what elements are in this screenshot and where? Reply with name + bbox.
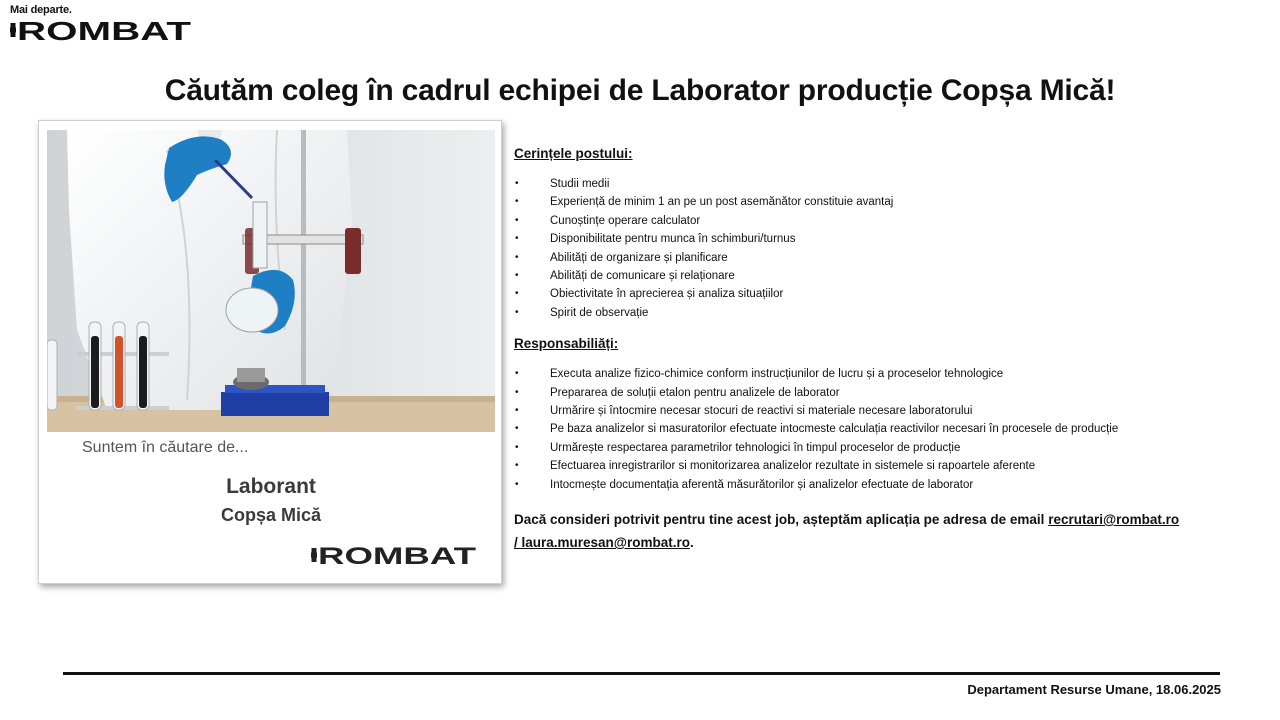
list-item: • Pe baza analizelor si masuratorilor efectuate intocmeste calculația reactivilor necesari în procesele de producție (514, 420, 1244, 438)
list-item: • Experiență de minim 1 an pe un post asemănător constituie avantaj (514, 193, 1244, 211)
footer-department: Departament Resurse Umane, 18.06.2025 (967, 682, 1221, 697)
lab-photo (47, 130, 495, 432)
bullet-icon: • (515, 214, 519, 226)
bullet-icon: • (515, 178, 519, 189)
list-item: • Abilități de comunicare și relaționare (514, 267, 1244, 285)
list-item: • Urmărește respectarea parametrilor tehnologici în timpul proceselor de producție (514, 439, 1244, 457)
card-tagline: Suntem în căutare de... (82, 439, 249, 456)
list-item: • Spirit de observație (514, 304, 1244, 322)
brand-header (10, 4, 192, 42)
bullet-icon: • (515, 423, 519, 435)
application-call (514, 508, 1244, 554)
card-job-title: Laborant (226, 475, 316, 498)
list-item: • Disponibilitate pentru munca în schimburi/turnus (514, 230, 1244, 248)
bullet-icon: • (515, 233, 519, 245)
bullet-icon: • (515, 441, 519, 453)
rombat-logo (10, 18, 192, 42)
list-item: • Cunoștințe operare calculator (514, 212, 1244, 230)
responsibilities-heading: Responsabiliăți: (514, 336, 619, 352)
email-link-recrutari[interactable]: recrutari@rombat.ro (1048, 512, 1180, 528)
bullet-icon: • (515, 251, 519, 263)
list-item: • Abilități de organizare și planificare (514, 249, 1244, 267)
brand-tagline: Mai departe. (10, 4, 72, 16)
bullet-icon: • (515, 368, 519, 380)
card-location: Copșa Mică (220, 505, 322, 525)
email-link-laura[interactable]: / laura.muresan@rombat.ro (514, 535, 690, 551)
page-title: Căutăm coleg în cadrul echipei de Laborator producție Copșa Mică! (164, 74, 1116, 107)
bullet-icon: • (515, 288, 519, 300)
cta-end: . (689, 535, 694, 551)
list-item: • Urmărire și întocmire necesar stocuri de reactivi si materiale necesare laboratorului (514, 402, 1244, 420)
requirements-heading: Cerințele postului: (514, 146, 633, 161)
list-item: • Executa analize fizico-chimice conform instrucțiunilor de lucru și a proceselor tehnologice (514, 365, 1244, 383)
bullet-icon: • (515, 270, 519, 282)
job-card (38, 120, 502, 584)
list-item: • Studii medii (514, 175, 1244, 193)
card-rombat-logo (311, 543, 477, 567)
cta-text: Dacă consideri potrivit pentru tine acest job, așteptăm aplicația pe adresa de email (514, 512, 1049, 528)
bullet-icon: • (515, 405, 519, 417)
bullet-icon: • (515, 478, 519, 490)
bullet-icon: • (515, 386, 519, 398)
bullet-icon: • (515, 306, 519, 318)
logo-text: ROMBAT (17, 18, 192, 42)
requirements-list (514, 175, 1244, 322)
list-item: • Intocmește documentația aferentă măsurătorilor și analizelor efectuate de laborator (514, 476, 1244, 494)
footer-divider (63, 672, 1220, 675)
bullet-icon: • (515, 460, 519, 472)
list-item: • Obiectivitate în aprecierea și analiza situațiilor (514, 285, 1244, 303)
list-item: • Prepararea de soluții etalon pentru analizele de laborator (514, 384, 1244, 402)
job-details (514, 146, 1244, 554)
list-item: • Efectuarea inregistrarilor si monitorizarea analizelor rezultate in sistemele si rapoartele aferente (514, 457, 1244, 475)
bullet-icon: • (515, 196, 519, 208)
card-logo-text: ROMBAT (318, 543, 477, 567)
responsibilities-list (514, 365, 1244, 494)
